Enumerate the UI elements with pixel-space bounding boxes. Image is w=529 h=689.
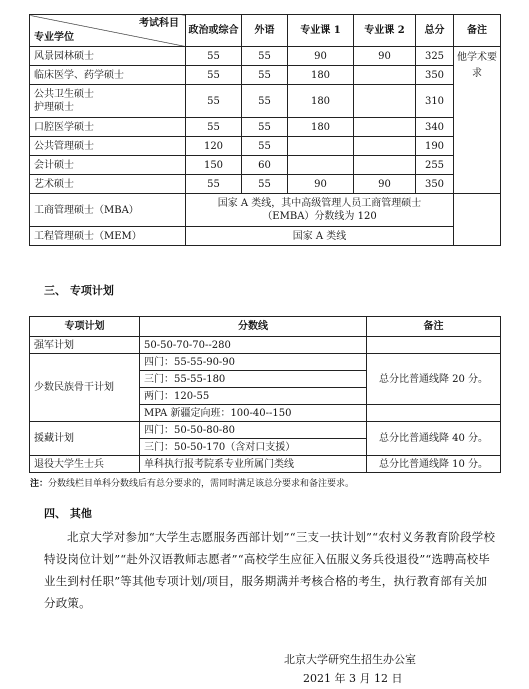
- score-cell: 180: [288, 85, 354, 118]
- score-cell: 150: [186, 156, 242, 175]
- degree-name-line: 公共卫生硕士: [34, 89, 94, 100]
- score-cell: 55: [186, 118, 242, 137]
- degree-name: 临床医学、药学硕士: [30, 66, 186, 85]
- score-cell: 180: [288, 66, 354, 85]
- total-cell: 350: [416, 66, 454, 85]
- plan-name: 少数民族骨干计划: [30, 354, 140, 422]
- header-subject-label: 考试科目: [139, 18, 179, 29]
- table-row: [30, 66, 501, 85]
- score-line: 四门：50-50-80-80: [140, 422, 367, 439]
- score-cell: 55: [242, 175, 288, 194]
- column-header: 外语: [242, 15, 288, 47]
- degree-name: 口腔医学硕士: [30, 118, 186, 137]
- score-cell: 60: [242, 156, 288, 175]
- score-line: 单科执行报考院系专业所属门类线: [140, 456, 367, 473]
- table-row: [30, 175, 501, 194]
- degree-name: 会计硕士: [30, 156, 186, 175]
- section-heading: 三、 专项计划: [44, 284, 114, 297]
- column-header: 专业课 1: [288, 15, 354, 47]
- score-cell: [288, 137, 354, 156]
- header-degree-label: 专业学位: [34, 32, 74, 43]
- column-header: 专业课 2: [354, 15, 416, 47]
- degree-name: 公共管理硕士: [30, 137, 186, 156]
- score-cell: 55: [186, 175, 242, 194]
- column-header: 政治或综合: [186, 15, 242, 47]
- table-row: [30, 354, 501, 371]
- score-cell: 90: [288, 47, 354, 66]
- column-header: 总分: [416, 15, 454, 47]
- mba-score-line: 国家 A 类线，其中高级管理人员工商管理硕士: [217, 198, 422, 209]
- score-cell: [354, 156, 416, 175]
- score-cell: 120: [186, 137, 242, 156]
- note-cell: [367, 405, 501, 422]
- score-cell: 55: [242, 66, 288, 85]
- score-cell: 55: [242, 47, 288, 66]
- score-cell: 90: [288, 175, 354, 194]
- signature-date: 2021 年 3 月 12 日: [303, 672, 403, 685]
- score-cell: [354, 137, 416, 156]
- section-heading: 四、 其他: [44, 507, 92, 520]
- note-cell: 总分比普通线降 20 分。: [367, 354, 501, 405]
- score-cell: [354, 85, 416, 118]
- table-footnote: [30, 476, 354, 489]
- table-row: [30, 47, 501, 66]
- footnote-text: 分数线栏目单科分数线后有总分要求的，需同时满足该总分要求和备注要求。: [48, 479, 355, 489]
- table-row: [30, 422, 501, 439]
- column-header: 专项计划: [30, 317, 140, 337]
- score-cell: 55: [186, 85, 242, 118]
- score-cell: 90: [354, 47, 416, 66]
- note-cell: [367, 337, 501, 354]
- column-header: 分数线: [140, 317, 367, 337]
- total-cell: 325: [416, 47, 454, 66]
- score-cell: 55: [186, 47, 242, 66]
- column-header: 备注: [454, 15, 501, 47]
- table-row: [30, 156, 501, 175]
- degree-name-line: 护理硕士: [34, 102, 74, 113]
- special-plan-table: [29, 316, 501, 473]
- score-cell: [288, 156, 354, 175]
- table-header-row: [30, 317, 501, 337]
- table-row: [30, 337, 501, 354]
- score-cell: 90: [354, 175, 416, 194]
- score-line: 四门：55-55-90-90: [140, 354, 367, 371]
- table-row: [30, 118, 501, 137]
- score-cell: 55: [186, 66, 242, 85]
- total-cell: 350: [416, 175, 454, 194]
- score-cell: 55: [242, 118, 288, 137]
- score-cell: [354, 66, 416, 85]
- total-cell: 190: [416, 137, 454, 156]
- score-line: 三门：55-55-180: [140, 371, 367, 388]
- score-cell: 180: [288, 118, 354, 137]
- plan-name: 退役大学生士兵: [30, 456, 140, 473]
- total-cell: 340: [416, 118, 454, 137]
- table-row: [30, 227, 501, 246]
- body-paragraph: 北京大学对参加“大学生志愿服务西部计划”“三支一扶计划”“农村义务教育阶段学校特设岗位计划”“赴外汉语教师志愿者”“高校学生应征入伍服义务兵役退役”“选聘高校毕业生到村任职”等其他专项计划/项目，服务期满并考核合格的考生，执行教育部有关加分政策。: [44, 530, 496, 610]
- degree-name: [30, 85, 186, 118]
- table-row: [30, 85, 501, 118]
- table-row: [30, 194, 501, 227]
- degree-name: 工程管理硕士（MEM）: [30, 227, 186, 246]
- signature-office: 北京大学研究生招生办公室: [284, 653, 416, 666]
- score-cell: 55: [242, 137, 288, 156]
- professional-degree-score-table: [29, 14, 501, 246]
- diagonal-header-cell: [30, 15, 186, 47]
- plan-name: 强军计划: [30, 337, 140, 354]
- table-row: [30, 137, 501, 156]
- degree-name: 风景园林硕士: [30, 47, 186, 66]
- table-header-row: [30, 15, 501, 47]
- mem-score-cell: 国家 A 类线: [186, 227, 454, 246]
- total-cell: 255: [416, 156, 454, 175]
- note-cell: 他学术要求: [454, 47, 501, 194]
- degree-name: 艺术硕士: [30, 175, 186, 194]
- mba-score-cell: [186, 194, 454, 227]
- score-line: 50-50-70-70--280: [140, 337, 367, 354]
- score-line: 两门：120-55: [140, 388, 367, 405]
- footnote-label: 注：: [30, 479, 49, 489]
- total-cell: 310: [416, 85, 454, 118]
- plan-name: 援藏计划: [30, 422, 140, 456]
- column-header: 备注: [367, 317, 501, 337]
- empty-note-cell: [454, 194, 501, 246]
- score-cell: [354, 118, 416, 137]
- score-cell: 55: [242, 85, 288, 118]
- degree-name: 工商管理硕士（MBA）: [30, 194, 186, 227]
- note-cell: 总分比普通线降 40 分。: [367, 422, 501, 456]
- score-line: 三门：50-50-170（含对口支援）: [140, 439, 367, 456]
- table-row: [30, 456, 501, 473]
- score-line: MPA 新疆定向班：100-40--150: [140, 405, 367, 422]
- note-cell: 总分比普通线降 10 分。: [367, 456, 501, 473]
- mba-score-line: （EMBA）分数线为 120: [262, 211, 377, 222]
